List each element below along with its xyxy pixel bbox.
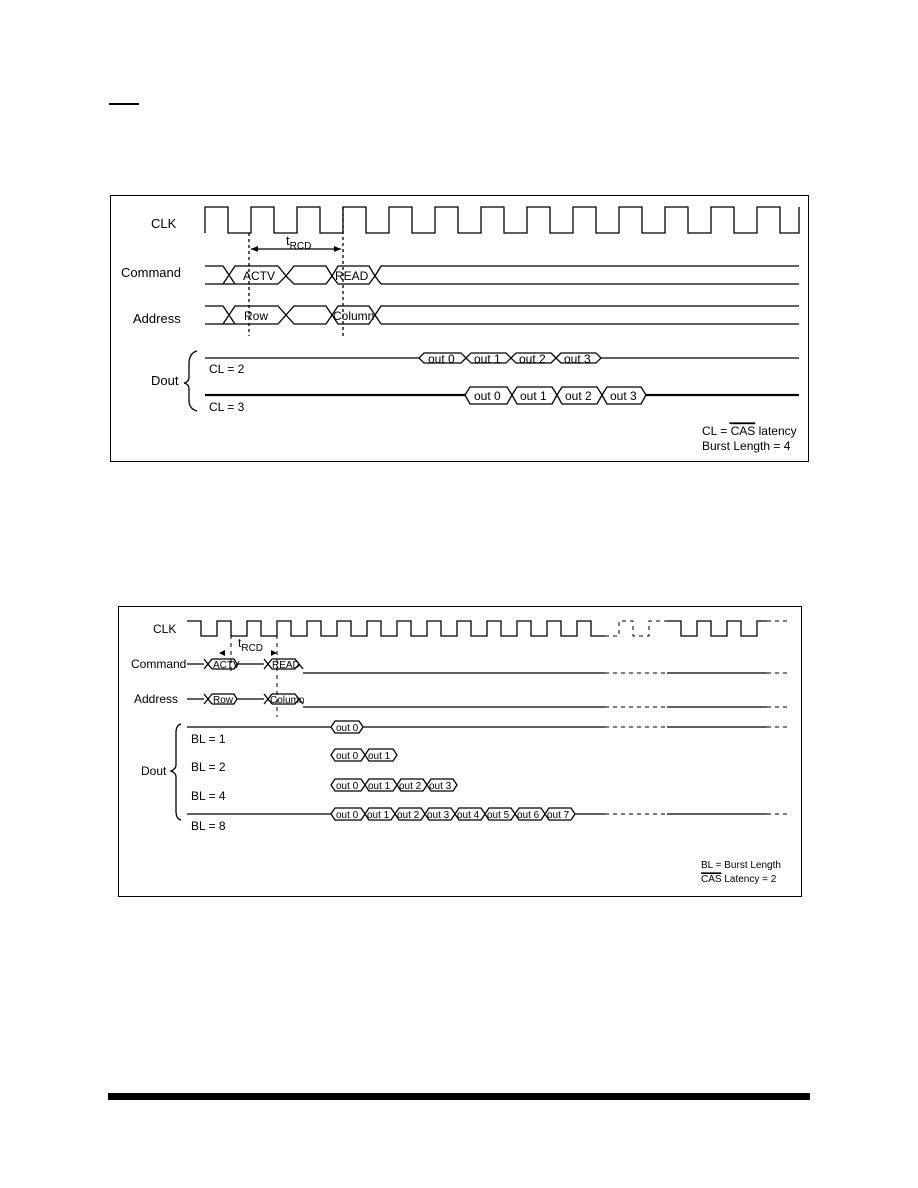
footer-rule [108,1093,810,1100]
bl4-out-1: out 1 [368,781,391,792]
cl2-label: CL = 2 [209,362,245,376]
bl4-label: BL = 4 [191,789,226,803]
trcd-label-2: $t_{RCD}$ [238,636,264,654]
bl2-label: BL = 2 [191,760,226,774]
address-cell-column-2: Column [270,695,305,706]
cl3-out-3: out 3 [610,389,637,403]
cl2-out-1: out 1 [474,352,501,366]
address-cell-row: Row [244,309,269,323]
bl4-out-2: out 2 [399,781,422,792]
diagram-cl-svg [111,196,810,463]
bl8-label: BL = 8 [191,819,226,833]
diagram-bl-svg [119,607,803,898]
address-label: Address [133,311,181,326]
address-cell-row-2: Row [213,695,234,706]
trcd-arrow-right [334,246,341,252]
trcd-label: $t_{RCD}$ [286,233,312,252]
cl3-label: CL = 3 [209,400,245,414]
dout-cl2-line [205,353,799,363]
trcd-arrow-left-2 [219,650,225,656]
clk-waveform [205,207,799,233]
cl3-out-2: out 2 [565,389,592,403]
clk-waveform-2 [187,621,767,636]
bl8-out-2: out 2 [397,810,420,821]
clk-break [605,621,791,636]
bl2-out-1: out 1 [368,751,391,762]
dout-label: Dout [151,373,179,388]
cl3-out-0: out 0 [474,389,501,403]
command-cell-read-2: READ [272,660,300,671]
cl2-out-2: out 2 [519,352,546,366]
command-cell-actv: ACTV [243,269,276,283]
dout-bl1-line [187,721,767,733]
bl8-out-1: out 1 [367,810,390,821]
note-burst-length: Burst Length = 4 [702,439,791,453]
bl8-out-5: out 5 [487,810,510,821]
address-bus [205,306,799,324]
dout-brace [184,351,197,411]
header-mark [109,103,139,105]
bl1-out-0: out 0 [336,723,359,734]
clk-label: CLK [151,216,177,231]
bl8-out-7: out 7 [547,810,570,821]
address-cell-column: Column [333,309,375,323]
bl4-out-3: out 3 [429,781,452,792]
bl1-label: BL = 1 [191,732,226,746]
note-burst-length-2: BL = Burst Length [701,860,781,871]
trcd-arrow-right-2 [271,650,277,656]
bl2-out-0: out 0 [336,751,359,762]
bl4-out-0: out 0 [336,781,359,792]
bl8-out-6: out 6 [517,810,540,821]
command-label-2: Command [131,657,187,671]
bl8-out-4: out 4 [457,810,480,821]
cl2-out-3: out 3 [564,352,591,366]
note-cas-latency: CL = CAS latency [702,424,797,438]
dout-label-2: Dout [141,764,167,778]
cl3-out-1: out 1 [520,389,547,403]
command-cell-actv-2: ACTV [213,660,240,671]
diagram-bl-timing [118,606,802,897]
cl2-out-0: out 0 [428,352,455,366]
bl8-out-0: out 0 [336,810,359,821]
diagram-cl-timing [110,195,809,462]
command-label: Command [121,265,181,280]
trcd-arrow-left [251,246,258,252]
address-label-2: Address [134,692,179,706]
clk-label-2: CLK [153,622,177,636]
dout-brace-2 [171,724,181,820]
command-bus [205,266,799,284]
bl8-out-3: out 3 [427,810,450,821]
note-cas-latency-2: CAS Latency = 2 [701,874,777,885]
command-cell-read: READ [335,269,369,283]
